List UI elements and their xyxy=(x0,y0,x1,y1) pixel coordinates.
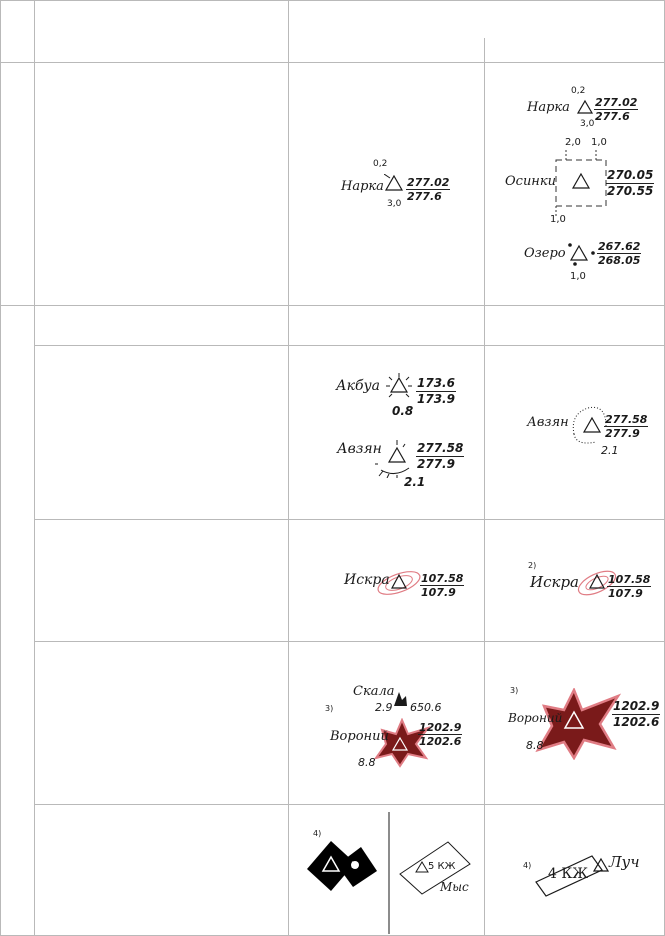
avzyan-left-name: Авзян xyxy=(337,441,382,457)
triangle-icon xyxy=(384,174,404,192)
elev-top: 107.58 xyxy=(421,572,464,585)
elev-top: 277.58 xyxy=(605,413,648,426)
elev-top: 173.6 xyxy=(417,376,455,390)
last-right-note: 4) xyxy=(523,861,532,870)
iskra-left-name: Искра xyxy=(344,572,390,588)
elev-bot: 1202.6 xyxy=(613,715,660,729)
elev-bot: 270.55 xyxy=(607,184,654,198)
narka-left-name: Нарка xyxy=(341,179,384,194)
narka-left-n2: 3,0 xyxy=(387,199,402,209)
elev-bot: 107.9 xyxy=(608,587,643,600)
mound-triangle-icon xyxy=(375,438,415,478)
triangle-icon xyxy=(593,857,609,873)
voroniy-right-note: 3) xyxy=(510,686,519,695)
skala-note: 3) xyxy=(325,704,334,713)
osinki-elev xyxy=(606,168,654,199)
avzyan-left-elev xyxy=(416,441,464,472)
akbua-name: Акбуа xyxy=(336,378,380,394)
elev-top: 1202.9 xyxy=(613,699,660,713)
elev-top: 270.05 xyxy=(607,168,654,182)
last-left-name: Мыс xyxy=(440,880,469,894)
elev-top: 267.62 xyxy=(598,240,641,253)
iskra-right-name: Искра xyxy=(530,573,579,591)
iskra-left-elev xyxy=(420,572,464,599)
ozero-elev xyxy=(597,240,641,267)
akbua-height: 0.8 xyxy=(392,404,414,418)
elev-top: 1202.9 xyxy=(419,721,462,734)
voroniy-right-elev xyxy=(612,699,660,730)
avzyan-left-height: 2.1 xyxy=(404,475,426,489)
elev-bot: 173.9 xyxy=(417,392,455,406)
narka-left-n1: 0,2 xyxy=(373,159,388,169)
elev-bot: 268.05 xyxy=(598,254,641,267)
iskra-right-elev xyxy=(607,573,651,600)
elev-bot: 277.9 xyxy=(417,457,455,471)
narka-right-name: Нарка xyxy=(527,100,570,115)
voroniy-right-height: 8.8 xyxy=(526,739,544,752)
last-left-box: 5 КЖ xyxy=(428,861,456,872)
divider-line xyxy=(387,812,391,934)
elev-top: 277.02 xyxy=(595,96,638,109)
last-right-name: Луч xyxy=(609,853,640,871)
iskra-right-note: 2) xyxy=(528,561,537,570)
narka-right-n2: 3,0 xyxy=(580,119,595,129)
triangle-icon xyxy=(567,242,595,266)
voroniy-left-elev xyxy=(418,721,462,748)
last-right-box: 4 КЖ xyxy=(548,866,588,882)
rock-peak-icon xyxy=(392,690,408,708)
avzyan-right-elev xyxy=(604,413,648,440)
elev-bot: 277.9 xyxy=(605,427,640,440)
elev-bot: 107.9 xyxy=(421,586,456,599)
elev-bot: 1202.6 xyxy=(419,735,462,748)
elev-top: 277.58 xyxy=(417,441,464,455)
akbua-elev xyxy=(416,376,456,407)
ozero-d1: 1,0 xyxy=(570,271,586,282)
elev-bot: 277.6 xyxy=(407,190,442,203)
ozero-name: Озеро xyxy=(524,246,566,261)
elev-top: 107.58 xyxy=(608,573,651,586)
last-left-badge: 5 xyxy=(351,861,358,871)
skala-elev: 650.6 xyxy=(410,701,442,714)
triangle-icon xyxy=(576,98,594,116)
narka-right-elev xyxy=(594,96,638,123)
last-left-note: 4) xyxy=(313,829,322,838)
voroniy-left-height: 8.8 xyxy=(358,756,376,769)
black-block-icon xyxy=(303,835,383,895)
osinki-d2: 1,0 xyxy=(591,137,607,148)
skala-height: 2.9 xyxy=(375,701,393,714)
avzyan-right-name: Авзян xyxy=(527,415,569,430)
triangle-with-ticks-icon xyxy=(386,373,412,399)
osinki-name: Осинки xyxy=(505,174,557,189)
voroniy-left-name: Вороний xyxy=(330,729,389,744)
elev-top: 277.02 xyxy=(407,176,450,189)
elev-bot: 277.6 xyxy=(595,110,630,123)
narka-left-elev xyxy=(406,176,450,203)
skala-name: Скала xyxy=(353,684,395,699)
voroniy-right-name: Вороний xyxy=(508,711,563,725)
avzyan-right-height: 2.1 xyxy=(601,444,619,457)
osinki-d1: 2,0 xyxy=(565,137,581,148)
osinki-d3: 1,0 xyxy=(550,214,566,225)
narka-right-n1: 0,2 xyxy=(571,86,586,96)
